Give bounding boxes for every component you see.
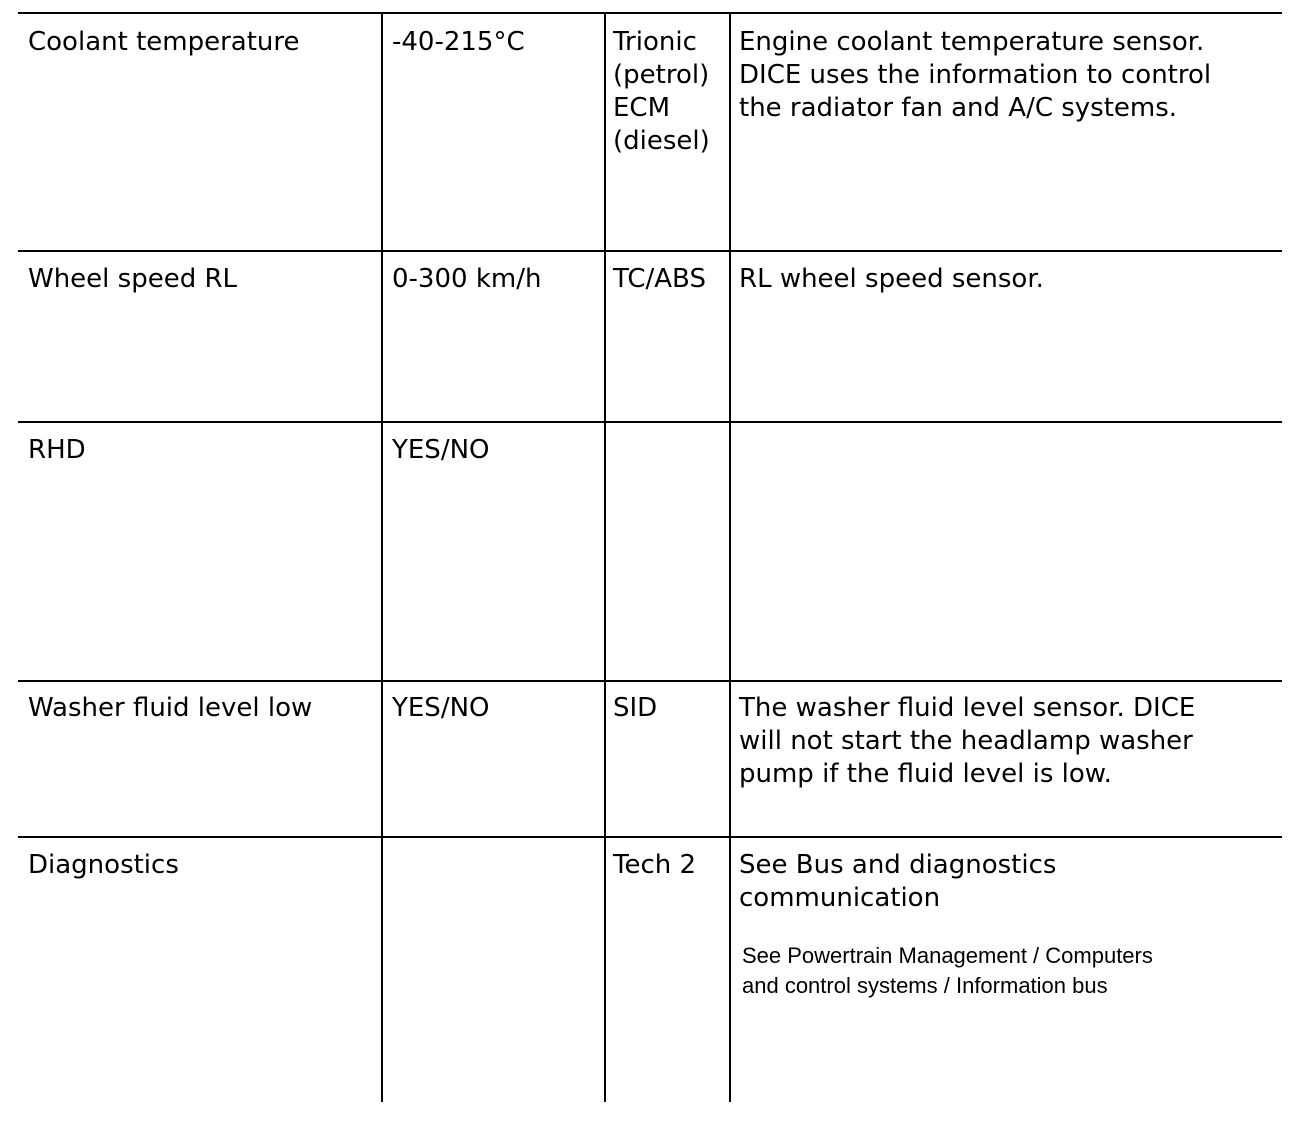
- column-divider: [729, 12, 731, 1102]
- row-coolant-source: Trionic (petrol) ECM (diesel): [613, 27, 710, 156]
- row-coolant-parameter: Coolant temperature: [28, 27, 300, 57]
- row-wheel-speed-description: RL wheel speed sensor.: [739, 264, 1044, 294]
- column-divider: [381, 12, 383, 1102]
- row-coolant-description: Engine coolant temperature sensor. DICE uses the information to control the radiator fan and A/C systems.: [739, 27, 1212, 123]
- row-wheel-speed-range: 0-300 km/h: [392, 264, 542, 294]
- row-wheel-speed-parameter: Wheel speed RL: [28, 264, 238, 294]
- row-washer-range: YES/NO: [392, 693, 490, 723]
- row-coolant-range: -40-215°C: [392, 27, 525, 57]
- row-diagnostics-note: See Powertrain Management / Computers and control systems / Information bus: [742, 943, 1153, 998]
- row-divider: [18, 250, 1282, 252]
- row-rhd-range: YES/NO: [392, 435, 490, 465]
- row-rhd-parameter: RHD: [28, 435, 86, 465]
- table-top-border: [18, 12, 1282, 14]
- row-wheel-speed-source: TC/ABS: [613, 264, 706, 294]
- column-divider: [604, 12, 606, 1102]
- row-divider: [18, 421, 1282, 423]
- row-washer-description: The washer fluid level sensor. DICE will not start the headlamp washer pump if the fluid level is low.: [739, 693, 1196, 789]
- row-washer-source: SID: [613, 693, 658, 723]
- row-divider: [18, 836, 1282, 838]
- row-washer-parameter: Washer fluid level low: [28, 693, 313, 723]
- row-diagnostics-description: See Bus and diagnostics communication: [739, 850, 1057, 913]
- row-divider: [18, 680, 1282, 682]
- row-diagnostics-parameter: Diagnostics: [28, 850, 179, 880]
- row-diagnostics-source: Tech 2: [613, 850, 697, 880]
